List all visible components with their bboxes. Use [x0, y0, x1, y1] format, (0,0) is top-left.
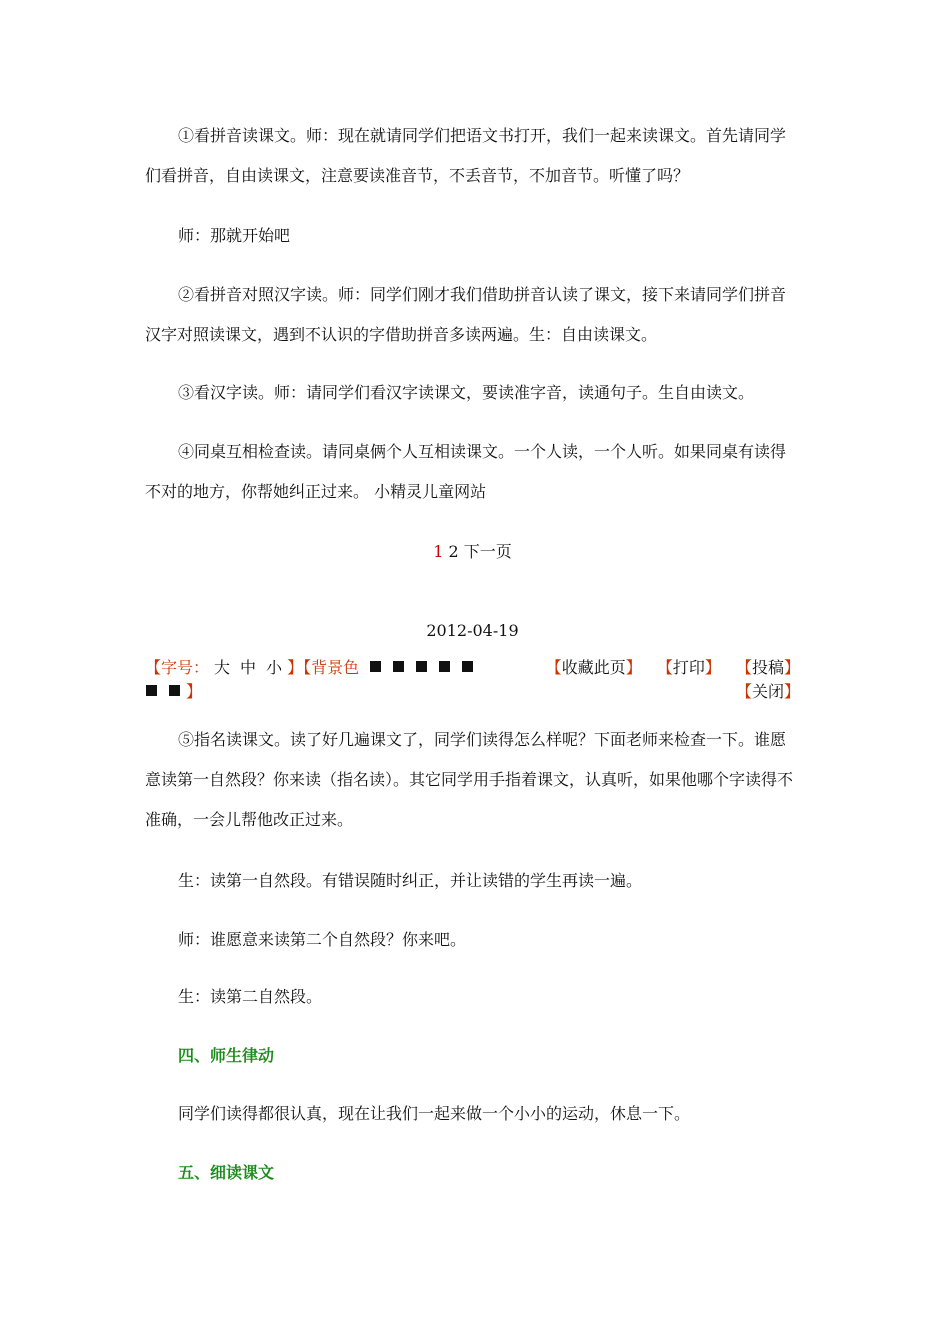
bg-color-swatch-2[interactable]	[393, 661, 404, 672]
bg-color-swatch-3[interactable]	[416, 661, 427, 672]
toolbar-right: 【收藏此页】 【打印】 【投稿】 【关闭】	[545, 658, 800, 701]
paragraph-9: 生：读第二自然段。	[178, 987, 323, 1006]
font-size-medium-button[interactable]: 中	[240, 658, 257, 677]
paragraph-7: 生：读第一自然段。有错误随时纠正，并让读错的学生再读一遍。	[178, 871, 643, 890]
paragraph-2: 师：那就开始吧	[178, 226, 291, 245]
submit-button[interactable]: 投稿	[751, 658, 784, 677]
next-page-link[interactable]: 下一页	[463, 542, 512, 561]
paragraph-1: ①看拼音读课文。师：现在就请同学们把语文书打开，我们一起来读课文。首先请同学们看拼音，自由读课文，注意要读准音节，不丢音节，不加音节。听懂了吗？	[145, 126, 787, 185]
section-heading-5: 五、细读课文	[178, 1163, 275, 1182]
font-size-small-button[interactable]: 小	[266, 658, 283, 677]
section-heading-4: 四、师生律动	[178, 1046, 275, 1065]
paragraph-3: ②看拼音对照汉字读。师：同学们刚才我们借助拼音认读了课文，接下来请同学们拼音汉字对照读课文，遇到不认识的字借助拼音多读两遍。生：自由读课文。	[145, 285, 787, 344]
favorite-button[interactable]: 收藏此页	[561, 658, 626, 677]
print-button[interactable]: 打印	[672, 658, 705, 677]
page-current: 1	[433, 542, 444, 561]
paragraph-8: 师：谁愿意来读第二个自然段？你来吧。	[178, 930, 467, 949]
paragraph-5: ④同桌互相检查读。请同桌俩个人互相读课文。一个人读，一个人听。如果同桌有读得不对的地方，你帮她纠正过来。 小精灵儿童网站	[145, 442, 787, 501]
font-size-label: 字号：	[161, 658, 210, 677]
paragraph-4: ③看汉字读。师：请同学们看汉字读课文，要读准字音，读通句子。生自由读文。	[178, 383, 755, 402]
font-size-large-button[interactable]: 大	[214, 658, 231, 677]
bg-color-swatch-4[interactable]	[439, 661, 450, 672]
bg-color-swatch-6[interactable]	[146, 685, 157, 696]
toolbar-left: 【字号： 大 中 小 】【背景色 】	[145, 656, 565, 704]
bg-color-swatch-7[interactable]	[169, 685, 180, 696]
bg-color-swatch-5[interactable]	[462, 661, 473, 672]
close-button[interactable]: 关闭	[751, 682, 784, 701]
pagination	[145, 541, 800, 563]
paragraph-6: ⑤指名读课文。读了好几遍课文了，同学们读得怎么样呢？下面老师来检查一下。谁愿意读第一自然段？你来读（指名读）。其它同学用手指着课文，认真听，如果他哪个字读得不准确，一会儿帮他改正过来。	[145, 730, 794, 829]
page-link-2[interactable]: 2	[448, 542, 459, 561]
publish-date: 2012-04-19	[426, 621, 519, 640]
paragraph-10: 同学们读得都很认真，现在让我们一起来做一个小小的运动，休息一下。	[178, 1104, 691, 1123]
background-color-label: 背景色	[311, 658, 360, 677]
bg-color-swatch-1[interactable]	[370, 661, 381, 672]
